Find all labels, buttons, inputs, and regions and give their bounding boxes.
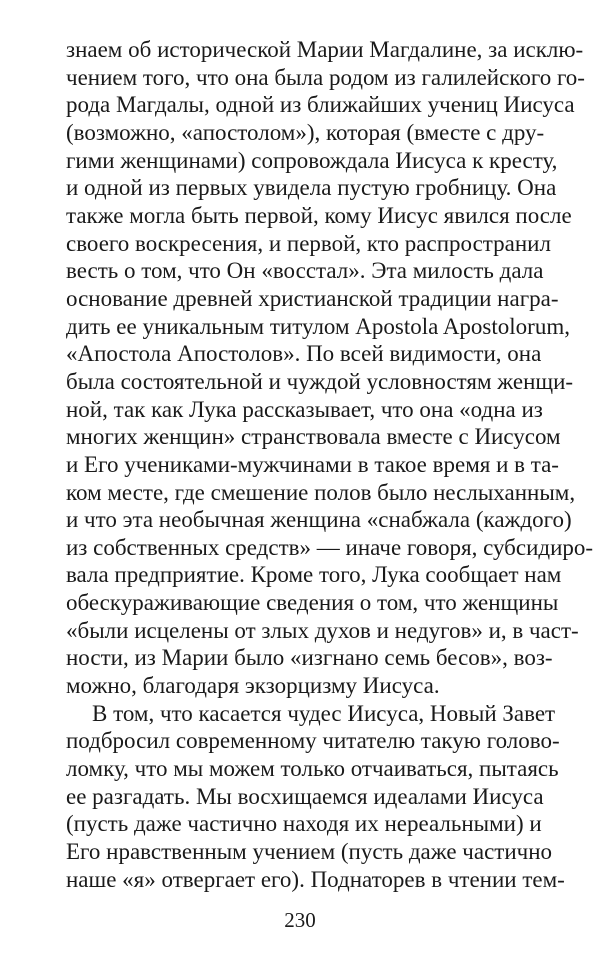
text-line: обескураживающие сведения о том, что женщины [66,590,559,616]
text-line: «Апостола Апостолов». По всей видимости, она [66,341,542,367]
page-number: 230 [284,908,316,932]
text-line: ком месте, где смешение полов было неслыханным, [66,479,576,505]
text-line: основание древней христианской традиции награ- [66,285,559,311]
text-line: Его нравственным учением (пусть даже частично [66,839,553,865]
paragraph [66,36,594,700]
text-line: (возможно, «апостолом»), которая (вместе с дру- [66,119,545,145]
book-page-body [66,36,594,893]
text-line: В том, что касается чудес Иисуса, Новый Завет [92,700,556,726]
text-line: можно, благодаря экзорцизму Иисуса. [66,673,440,699]
text-line: наше «я» отвергает его). Поднаторев в чтении тем- [66,866,565,892]
paragraph [66,700,565,894]
text-line: подбросил современному читателю такую голово- [66,728,560,754]
text-line: рода Магдалы, одной из ближайших учениц Иисуса [66,92,575,118]
text-line: многих женщин» странствовала вместе с Иисусом [66,424,561,450]
text-line: чением того, что она была родом из галилейского го- [66,64,585,90]
text-line: гими женщинами) сопровождала Иисуса к кресту, [66,147,558,173]
text-line: также могла быть первой, кому Иисус явился после [66,202,572,228]
text-line: была состоятельной и чуждой условностям женщи- [66,368,574,394]
text-line: ломку, что мы можем только отчаиваться, пытаясь [66,756,559,782]
text-line: ной, так как Лука рассказывает, что она «одна из [66,396,543,422]
text-line: вала предприятие. Кроме того, Лука сообщает нам [66,562,562,588]
text-line: своего воскресения, и первой, кто распространил [66,230,551,256]
text-line: знаем об исторической Марии Магдалине, за исклю- [66,37,584,62]
text-line: «были исцелены от злых духов и недугов» и, в част- [66,617,579,643]
text-line: и Его учениками-мужчинами в такое время и в та- [66,451,559,477]
text-line: ности, из Марии было «изгнано семь бесов», воз- [66,645,553,671]
text-line: и что эта необычная женщина «снабжала (каждого) [66,507,572,533]
text-line: и одной из первых увидела пустую гробницу. Она [66,175,557,201]
text-line: из собственных средств» — иначе говоря, субсидиро- [66,534,594,560]
text-line: весть о том, что Он «восстал». Эта милость дала [66,258,544,284]
text-line: (пусть даже частично находя их нереальными) и [66,811,542,837]
text-line: дить ее уникальным титулом Apostola Apostolorum, [66,313,570,339]
text-line: ее разгадать. Мы восхищаемся идеалами Иисуса [66,783,544,809]
